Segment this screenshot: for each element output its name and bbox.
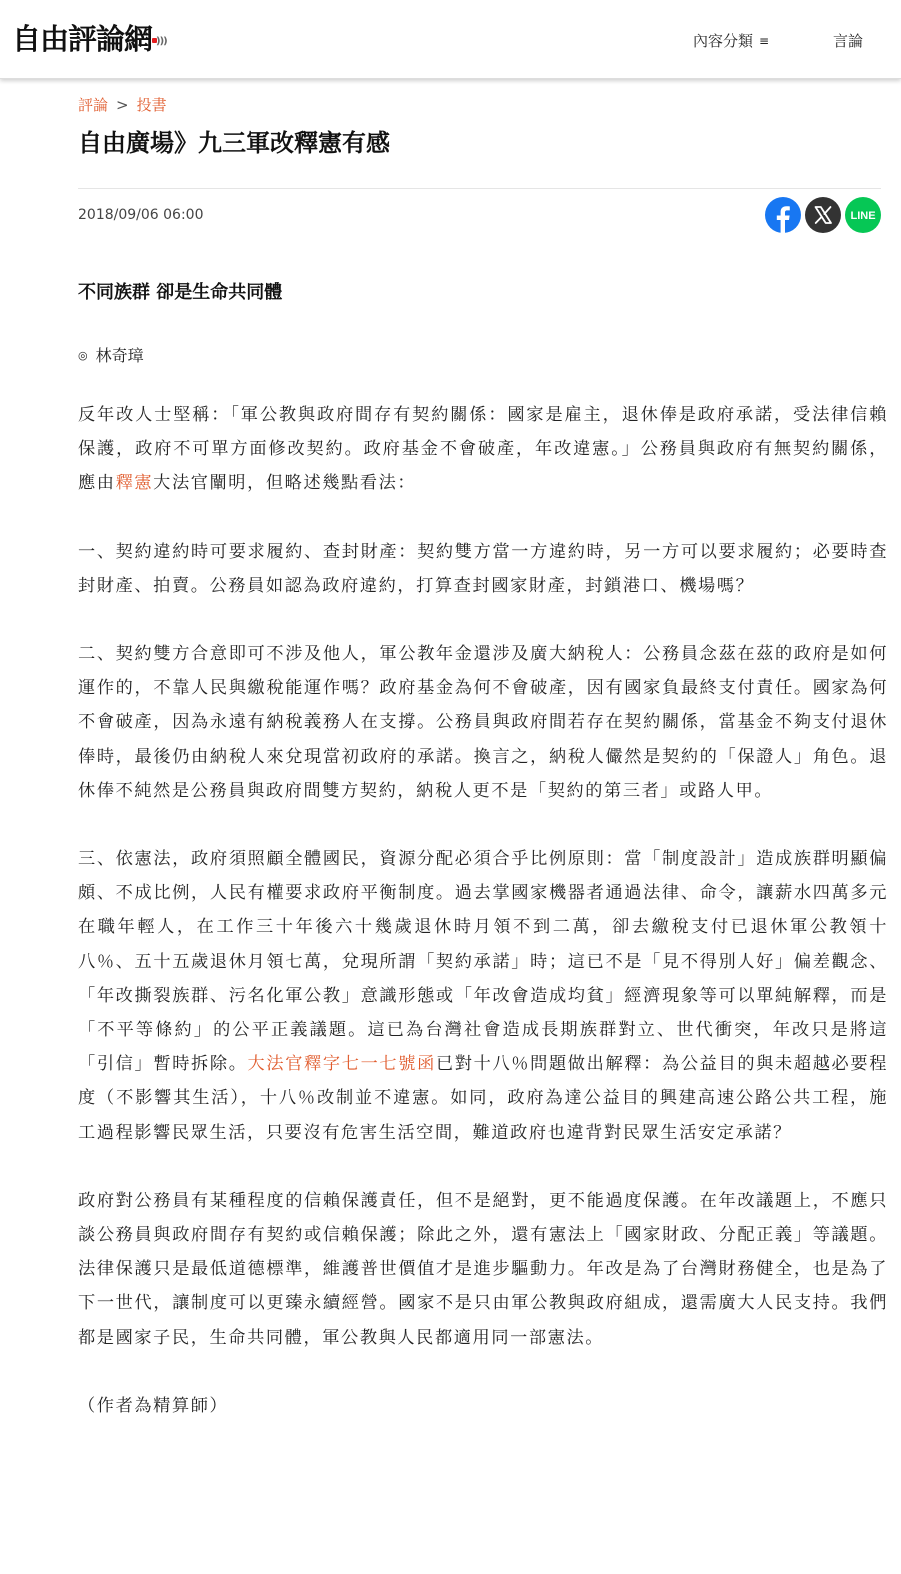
breadcrumb bbox=[78, 94, 167, 115]
site-header bbox=[0, 0, 901, 79]
title-divider bbox=[78, 188, 881, 189]
author-name: 林奇璋 bbox=[95, 346, 144, 365]
author-bullet-icon: ◎ bbox=[78, 349, 88, 362]
logo-text: 自由評論網 bbox=[12, 22, 153, 56]
breadcrumb-separator: > bbox=[116, 96, 129, 114]
share-x-button[interactable] bbox=[805, 197, 841, 233]
paragraph-4: 三、依憲法，政府須照顧全體國民，資源分配必須合乎比例原則：當「制度設計」造成族群明顯偏頗、不成比例，人民有權要求政府平衡制度。過去掌國家機器者通過法律、命令，讓薪水四萬多元在職年輕人，在工作三十年後六十幾歲退休時月領不到二萬，卻去繳稅支付已退休軍公教領十八％、五十五歲退休月領七萬，兌現所謂「契約承諾」時；這已不是「見不得別人好」偏差觀念、「年改撕裂族群、污名化軍公教」意識形態或「年改會造成均貧」經濟現象等可以單純解釋，而是「不平等條約」的公平正義議題。這已為台灣社會造成長期族群對立、世代衝突，年改只是將這「引信」暫時拆除。大法官釋字七一七號函已對十八％問題做出解釋：為公益目的與未超越必要程度（不影響其生活），十八％改制並不違憲。如同，政府為達公益目的興建高速公路公共工程，施工過程影響民眾生活，只要沒有危害生活空間，難道政府也違背對民眾生活安定承諾？ bbox=[78, 849, 888, 1143]
facebook-icon bbox=[765, 197, 801, 233]
publish-date: 2018/09/06 06:00 bbox=[78, 207, 204, 223]
paragraph-1: 反年改人士堅稱：「軍公教與政府間存有契約關係：國家是雇主，退休俸是政府承諾，受法律信賴保護，政府不可單方面修改契約。政府基金不會破產，年改違憲。」公務員與政府有無契約關係，應由釋憲大法官闡明，但略述幾點看法： bbox=[78, 405, 888, 494]
share-facebook-button[interactable] bbox=[765, 197, 801, 233]
nav-categories-label: 內容分類 bbox=[693, 32, 754, 50]
breadcrumb-opinion[interactable]: 評論 bbox=[78, 96, 109, 114]
hamburger-icon: ≡ bbox=[759, 34, 770, 48]
paragraph-2: 一、契約違約時可要求履約、查封財產：契約雙方當一方違約時，另一方可以要求履約；必要時查封財產、拍賣。公務員如認為政府違約，打算查封國家財產，封鎖港口、機場嗎？ bbox=[78, 541, 888, 596]
paragraph-5: 政府對公務員有某種程度的信賴保護責任，但不是絕對，更不能過度保護。在年改議題上，不應只談公務員與政府間存有契約或信賴保護；除此之外，還有憲法上「國家財政、分配正義」等議題。法律保護只是最低道德標準，維護普世價值才是進步驅動力。年改是為了台灣財務健全，也是為了下一世代，讓制度可以更臻永續經營。國家不是只由軍公教與政府組成，還需廣大人民支持。我們都是國家子民，生命共同體，軍公教與人民都適用同一部憲法。 bbox=[78, 1190, 888, 1348]
logo-sound-icon: ))) bbox=[152, 28, 162, 54]
line-icon bbox=[845, 197, 881, 233]
nav-opinion-link[interactable]: 言論 bbox=[833, 32, 864, 50]
article-title: 自由廣場》九三軍改釋憲有感 bbox=[78, 129, 390, 157]
x-icon bbox=[805, 197, 841, 233]
interpretation-717-link[interactable]: 大法官釋字七一七號函 bbox=[247, 1054, 436, 1075]
breadcrumb-letters[interactable]: 投書 bbox=[136, 96, 167, 114]
article-subtitle: 不同族群 卻是生命共同體 bbox=[78, 282, 283, 303]
interpretation-link[interactable]: 釋憲 bbox=[115, 473, 154, 494]
author-note: （作者為精算師） bbox=[78, 1395, 229, 1416]
share-line-button[interactable] bbox=[845, 197, 881, 233]
site-logo[interactable] bbox=[12, 20, 167, 58]
nav-categories-menu[interactable] bbox=[693, 30, 769, 51]
article-author bbox=[78, 344, 144, 368]
paragraph-3: 二、契約雙方合意即可不涉及他人，軍公教年金還涉及廣大納稅人：公務員念茲在茲的政府是如何運作的，不靠人民與繳稅能運作嗎？政府基金為何不會破產，因有國家負最終支付責任。國家為何不會破產，因為永遠有納稅義務人在支撐。公務員與政府間若存在契約關係，當基金不夠支付退休俸時，最後仍由納稅人來兌現當初政府的承諾。換言之，納稅人儼然是契約的「保證人」角色。退休俸不純然是公務員與政府間雙方契約，納稅人更不是「契約的第三者」或路人甲。 bbox=[78, 644, 888, 801]
article-body bbox=[78, 398, 888, 1457]
line-icon-label: LINE bbox=[850, 210, 876, 222]
